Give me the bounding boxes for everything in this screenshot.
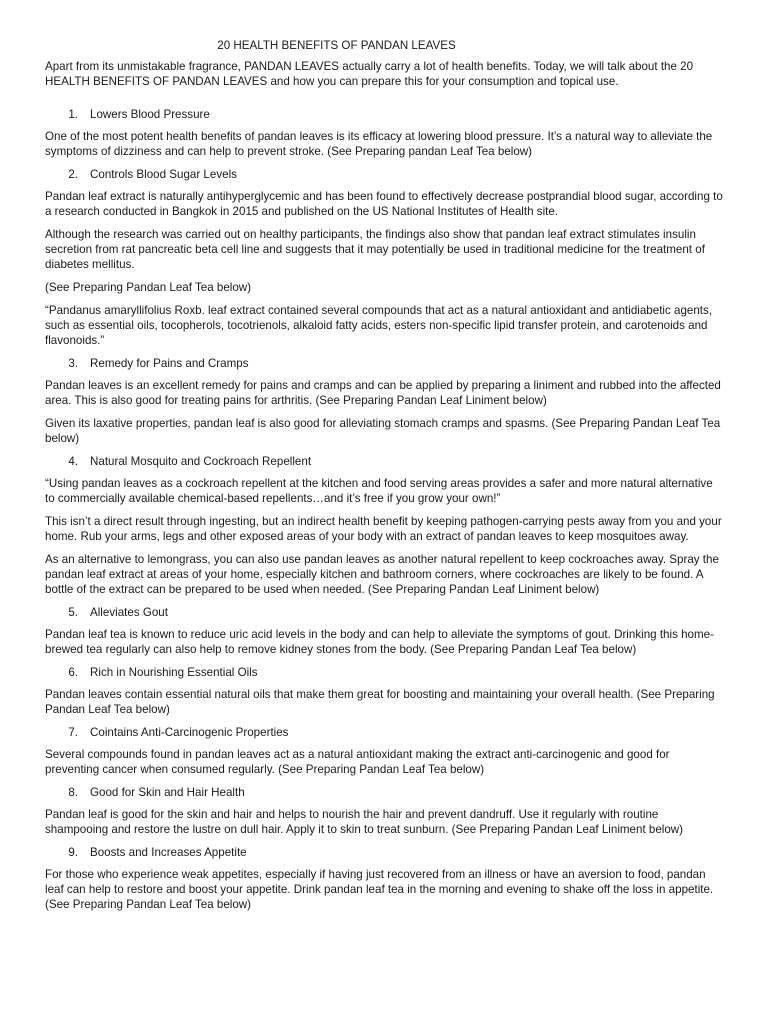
section-number: 3. — [68, 357, 78, 370]
section-paragraph: Several compounds found in pandan leaves act as a natural antioxidant making the extract anti-carcinogenic and good for preventing cancer when consumed regularly. (See Preparing Pandan Leaf Tea below) — [45, 748, 670, 776]
section-number: 5. — [68, 606, 78, 619]
section-heading — [45, 167, 723, 182]
section-heading — [45, 845, 723, 860]
section-heading — [45, 107, 723, 122]
section-paragraph: Given its laxative properties, pandan leaf is also good for alleviating stomach cramps and spasms. (See Preparing Pandan Leaf Tea below) — [45, 417, 721, 445]
section-heading-text: Natural Mosquito and Cockroach Repellent — [90, 455, 312, 468]
section-heading-text: Boosts and Increases Appetite — [90, 846, 247, 859]
section-paragraph: “Pandanus amaryllifolius Roxb. leaf extract contained several compounds that act as a natural antioxidant and antidiabetic agents, such as essential oils, tocopherols, tocotrienols, alkaloid fatty acids, esters non-specific lipid transfer protein, and carotenoids and flavonoids.” — [45, 304, 713, 347]
sections-container — [45, 107, 723, 912]
section-paragraph: As an alternative to lemongrass, you can also use pandan leaves as another natural repellent to keep cockroaches away. Spray the pandan leaf extract at areas of your home, especially kitchen and bathroom corners, where cockroaches are likely to be found. A bottle of the extract can be prepared to be used when needed. (See Preparing Pandan Leaf Liniment below) — [45, 553, 719, 596]
section-number: 1. — [68, 108, 78, 121]
section-heading-text: Alleviates Gout — [90, 606, 168, 619]
section-number: 8. — [68, 786, 78, 799]
section-number: 4. — [68, 455, 78, 468]
section-heading — [45, 665, 723, 680]
section-paragraph: “Using pandan leaves as a cockroach repellent at the kitchen and food serving areas provides a safer and more natural alternative to commercially available chemical-based repellents…and it’s free if you grow your own!” — [45, 477, 713, 505]
intro-paragraph: Apart from its unmistakable fragrance, PANDAN LEAVES actually carry a lot of health benefits. Today, we will talk about the 20 HEALTH BENEFITS OF PANDAN LEAVES and how you can prepare this for your consumption and topical use. — [45, 60, 694, 88]
section-number: 2. — [68, 168, 78, 181]
section-heading-text: Cointains Anti-Carcinogenic Properties — [90, 726, 289, 739]
section-heading-text: Remedy for Pains and Cramps — [90, 357, 249, 370]
section-paragraph: Pandan leaf is good for the skin and hair and helps to nourish the hair and prevent dandruff. Use it regularly with routine shampooing and restore the lustre on dull hair. Apply it to skin to treat sunburn. (See Preparing Pandan Leaf Liniment below) — [45, 808, 684, 836]
section-paragraph: Although the research was carried out on healthy participants, the findings also show that pandan leaf extract stimulates insulin secretion from rat pancreatic beta cell line and suggests that it may potentially be used in traditional medicine for the treatment of diabetes mellitus. — [45, 228, 705, 271]
section-heading-text: Lowers Blood Pressure — [90, 108, 210, 121]
section-number: 7. — [68, 726, 78, 739]
section-paragraph: One of the most potent health benefits of pandan leaves is its efficacy at lowering blood pressure. It’s a natural way to alleviate the symptoms of dizziness and can help to prevent stroke. (See Preparing pandan Leaf Tea below) — [45, 130, 713, 158]
section-paragraph: (See Preparing Pandan Leaf Tea below) — [45, 281, 252, 294]
section-heading — [45, 785, 723, 800]
section-paragraph: Pandan leaves contain essential natural oils that make them great for boosting and maintaining your overall health. (See Preparing Pandan Leaf Tea below) — [45, 688, 715, 716]
section-paragraph: Pandan leaf tea is known to reduce uric acid levels in the body and can help to alleviate the symptoms of gout. Drinking this home-brewed tea regularly can also help to remove kidney stones from the body. (See Preparing Pandan Leaf Tea below) — [45, 628, 714, 656]
section-heading-text: Controls Blood Sugar Levels — [90, 168, 237, 181]
section-paragraph: For those who experience weak appetites, especially if having just recovered from an illness or have an aversion to food, pandan leaf can help to restore and boost your appetite. Drink pandan leaf tea in the morning and evening to shake off the loss in appetite. (See Preparing Pandan Leaf Tea below) — [45, 868, 714, 911]
section-heading — [45, 605, 723, 620]
section-heading-text: Good for Skin and Hair Health — [90, 786, 245, 799]
section-paragraph: Pandan leaves is an excellent remedy for pains and cramps and can be applied by preparing a liniment and rubbed into the affected area. This is also good for treating pains for arthritis. (See Preparing Pandan Leaf Liniment below) — [45, 379, 721, 407]
section-paragraph: Pandan leaf extract is naturally antihyperglycemic and has been found to effectively decrease postprandial blood sugar, according to a research conducted in Bangkok in 2015 and published on the US National Institutes of Health site. — [45, 190, 723, 218]
section-paragraph: This isn’t a direct result through ingesting, but an indirect health benefit by keeping pathogen-carrying pests away from you and your home. Rub your arms, legs and other exposed areas of your body with an extract of pandan leaves to keep mosquitoes away. — [45, 515, 722, 543]
section-number: 6. — [68, 666, 78, 679]
section-heading-text: Rich in Nourishing Essential Oils — [90, 666, 258, 679]
section-heading — [45, 356, 723, 371]
section-heading — [45, 454, 723, 469]
document-title: 20 HEALTH BENEFITS OF PANDAN LEAVES — [217, 39, 456, 52]
section-heading — [45, 725, 723, 740]
section-number: 9. — [68, 846, 78, 859]
